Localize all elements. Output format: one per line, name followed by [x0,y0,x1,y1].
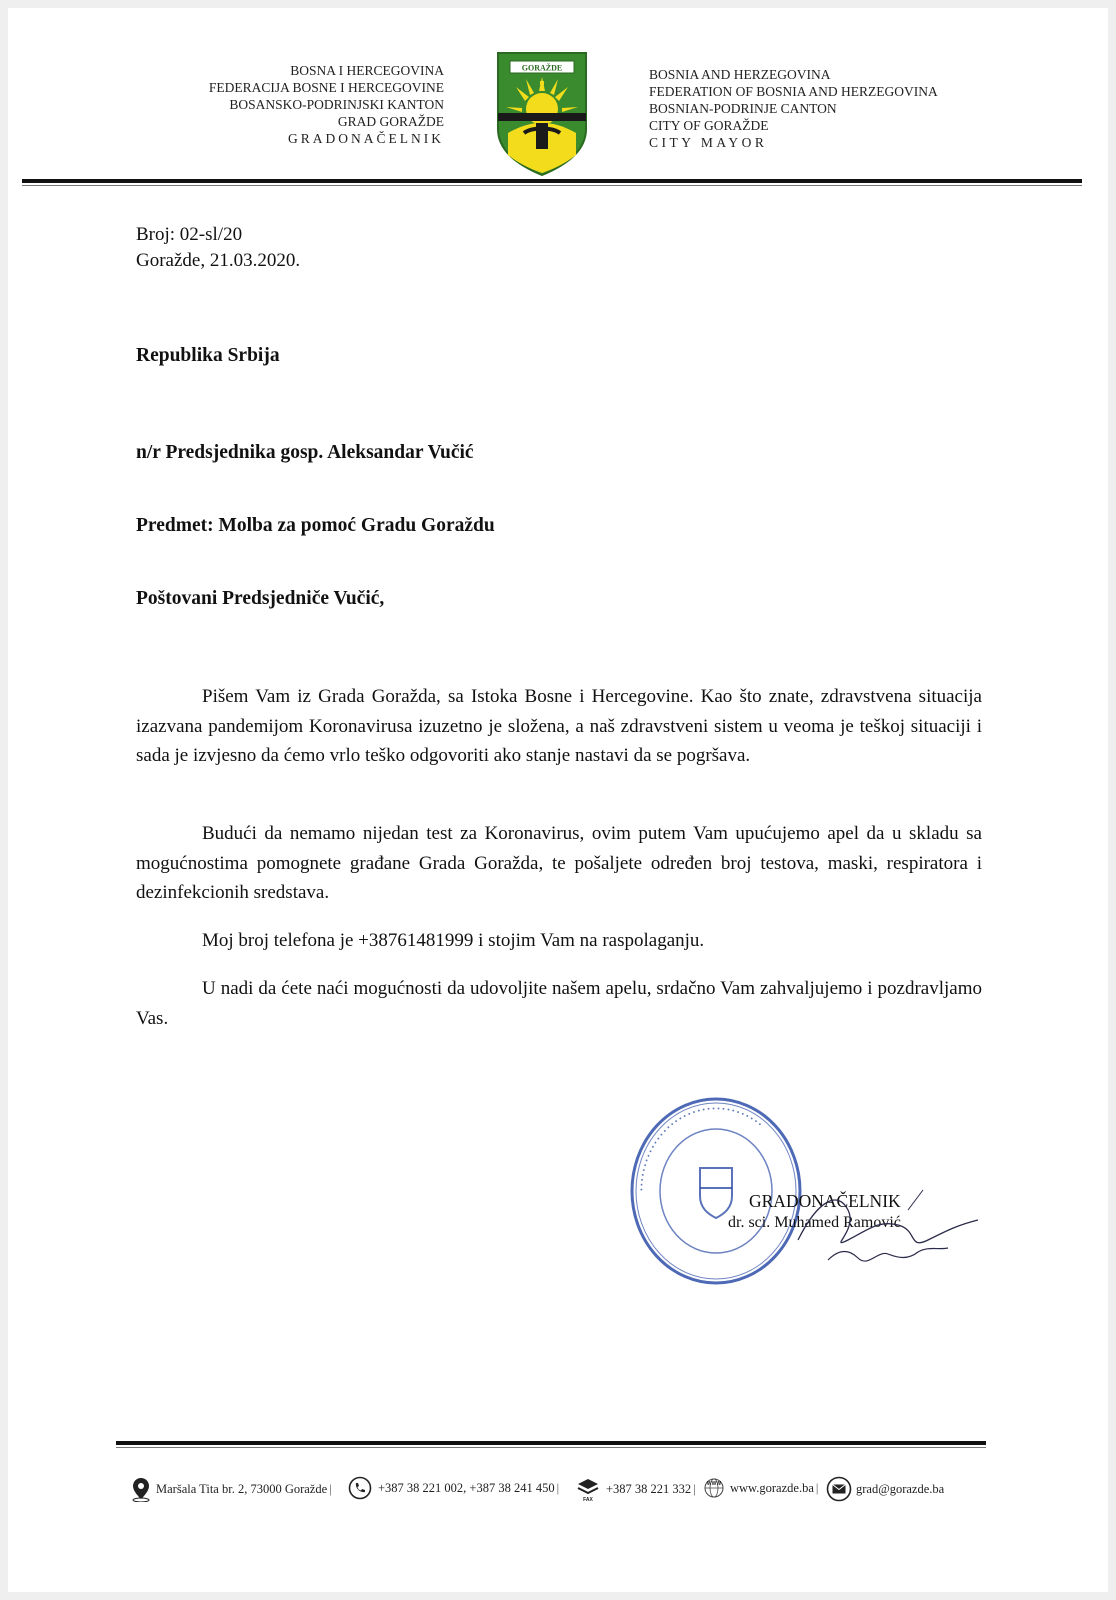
letter-place-date: Goražde, 21.03.2020. [136,250,301,271]
fax-label: FAX [583,1497,593,1502]
letter-paragraph-3: Moj broj telefona je +38761481999 i stojim Vam na raspolaganju. [202,930,705,951]
header-divider [22,179,1082,183]
letter-meta [136,222,300,274]
header-right-line-3: BOSNIAN-PODRINJE CANTON [649,101,837,116]
signature-title: GRADONAČELNIK [749,1191,901,1211]
header-left-office: GRADONAČELNIK [288,131,444,146]
footer-divider-shadow [116,1447,986,1448]
header-right-line-2: FEDERATION OF BOSNIA AND HERZEGOVINA [649,84,938,99]
location-pin-icon [130,1476,152,1502]
handwritten-signature-icon [788,1180,988,1280]
header-left-block [128,62,444,147]
letter-paragraph-2: Budući da nemamo nijedan test za Koronavirus, ovim putem Vam upućujemo apel da u skladu sa mogućnostima pomognete građane Grada Goražda, te pošaljete određen broj testova, maski, respiratora i dezinfekcionih sredstava. [136,823,982,903]
footer-address-item: Maršala Tita br. 2, 73000 Goražde | [130,1476,334,1502]
header-right-office: CITY MAYOR [649,135,768,150]
signature-name: dr. sci. Muhamed Ramović [728,1214,901,1231]
header-right-block [649,66,1029,151]
email-icon [826,1476,852,1502]
letter-attention: n/r Predsjednika gosp. Aleksandar Vučić [136,442,474,463]
letter-number: Broj: 02-sl/20 [136,224,243,245]
footer-web-item[interactable]: WWW www.gorazde.ba | [702,1476,820,1500]
letter-salutation: Poštovani Predsjedniče Vučić, [136,588,385,609]
header-left-line-2: FEDERACIJA BOSNE I HERCEGOVINE [208,80,444,95]
city-crest-icon [496,51,588,177]
header-divider-shadow [22,185,1082,186]
footer-fax: +387 38 221 332 [606,1481,692,1496]
footer-email[interactable]: grad@gorazde.ba [856,1481,945,1496]
footer-phone: +387 38 221 002, +387 38 241 450 [378,1480,555,1495]
svg-text:• • • • • • • • • • • • • • •: • • • • • • • • • • • • • • • • • • • • • • • • • • • • • • • • • • • [636,1103,764,1192]
header-right-line-1: BOSNIA AND HERZEGOVINA [649,67,831,82]
globe-icon [702,1476,726,1500]
header-left-line-3: BOSANSKO-PODRINJSKI KANTON [229,97,444,112]
fax-icon [574,1476,602,1502]
web-label: WWW [706,1481,722,1487]
footer-divider [116,1441,986,1445]
crest-label: GORAŽDE [521,63,563,73]
footer-contact-bar [130,1470,980,1502]
footer-fax-item: FAX +387 38 221 332 | [574,1476,698,1502]
footer-address: Maršala Tita br. 2, 73000 Goražde [156,1481,328,1496]
header-left-line-1: BOSNA I HERCEGOVINA [290,63,444,78]
phone-icon [348,1476,372,1500]
letter-paragraph-4: U nadi da ćete naći mogućnosti da udovoljite našem apelu, srdačno Vam zahvaljujemo i pozdravljamo Vas. [136,978,982,1029]
letter-paragraph-1: Pišem Vam iz Grada Goražda, sa Istoka Bosne i Hercegovine. Kao što znate, zdravstvena situacija izazvana pandemijom Koronavirusa izuzetno je složena, a naš zdravstveni sistem u veoma je teškoj situaciji i sada je izvjesno da ćemo vrlo teško odgovoriti ako stanje nastavi da se pogršava. [136,686,982,766]
footer-email-item[interactable] [826,1476,944,1502]
header-left-line-4: GRAD GORAŽDE [337,114,444,129]
header-right-line-4: CITY OF GORAŽDE [649,118,769,133]
letter-page [8,8,1108,1592]
letter-subject: Predmet: Molba za pomoć Gradu Goraždu [136,515,495,536]
letter-recipient: Republika Srbija [136,345,280,366]
footer-phone-item: +387 38 221 002, +387 38 241 450 | [348,1476,561,1500]
footer-web[interactable]: www.gorazde.ba [730,1480,814,1495]
